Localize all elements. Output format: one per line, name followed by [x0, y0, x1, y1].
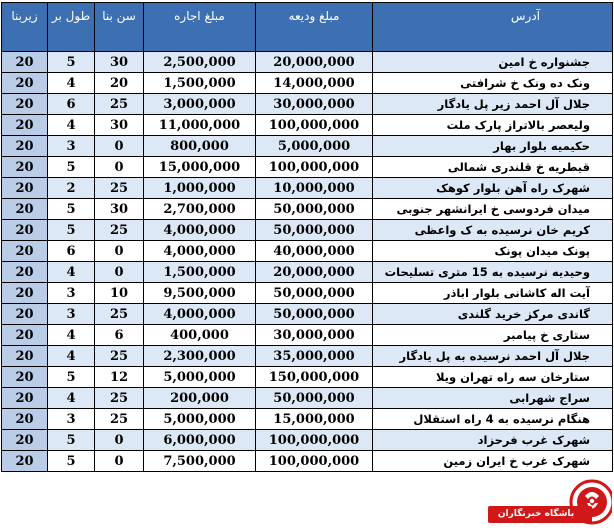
cell-ejare: 1,500,000	[144, 262, 256, 283]
cell-tool-bar: 5	[48, 430, 95, 451]
table-row	[2, 451, 613, 472]
cell-vadie: 50,000,000	[256, 220, 373, 241]
cell-vadie: 100,000,000	[256, 157, 373, 178]
cell-zirbana: 20	[2, 283, 48, 304]
header-vadie: مبلغ ودیعه	[256, 3, 373, 52]
cell-sen-bana: 30	[95, 199, 144, 220]
cell-tool-bar: 4	[48, 388, 95, 409]
cell-vadie: 10,000,000	[256, 178, 373, 199]
table-row	[2, 199, 613, 220]
cell-vadie: 20,000,000	[256, 262, 373, 283]
header-ejare: مبلغ اجاره	[144, 3, 256, 52]
cell-address: ستارخان سه راه تهران ویلا	[373, 367, 613, 388]
cell-ejare: 15,000,000	[144, 157, 256, 178]
cell-vadie: 30,000,000	[256, 325, 373, 346]
cell-vadie: 15,000,000	[256, 409, 373, 430]
cell-address: جشنواره خ امین	[373, 52, 613, 73]
cell-address: آیت اله کاشانی بلوار اباذر	[373, 283, 613, 304]
cell-ejare: 2,500,000	[144, 52, 256, 73]
table-row	[2, 94, 613, 115]
cell-vadie: 50,000,000	[256, 388, 373, 409]
cell-address: کریم خان نرسیده به ک واعظی	[373, 220, 613, 241]
table-row	[2, 73, 613, 94]
cell-tool-bar: 5	[48, 367, 95, 388]
cell-tool-bar: 3	[48, 409, 95, 430]
cell-address: جلال آل احمد زیر پل یادگار	[373, 94, 613, 115]
cell-sen-bana: 25	[95, 220, 144, 241]
cell-ejare: 4,000,000	[144, 304, 256, 325]
table-row	[2, 430, 613, 451]
news-agency-logo	[488, 470, 612, 528]
cell-sen-bana: 0	[95, 262, 144, 283]
cell-vadie: 50,000,000	[256, 199, 373, 220]
cell-zirbana: 20	[2, 241, 48, 262]
cell-sen-bana: 30	[95, 115, 144, 136]
cell-sen-bana: 25	[95, 304, 144, 325]
cell-ejare: 400,000	[144, 325, 256, 346]
cell-zirbana: 20	[2, 367, 48, 388]
cell-tool-bar: 3	[48, 136, 95, 157]
cell-ejare: 5,000,000	[144, 367, 256, 388]
cell-zirbana: 20	[2, 73, 48, 94]
table-row	[2, 220, 613, 241]
cell-vadie: 150,000,000	[256, 367, 373, 388]
cell-zirbana: 20	[2, 451, 48, 472]
cell-ejare: 2,700,000	[144, 199, 256, 220]
cell-zirbana: 20	[2, 136, 48, 157]
cell-tool-bar: 4	[48, 73, 95, 94]
cell-tool-bar: 4	[48, 262, 95, 283]
cell-address: شهرک غرب خ ایران زمین	[373, 451, 613, 472]
header-tool-bar: طول بر	[48, 3, 95, 52]
cell-address: سراج شهرابی	[373, 388, 613, 409]
cell-tool-bar: 6	[48, 241, 95, 262]
cell-address: شهرک غرب فرحزاد	[373, 430, 613, 451]
table-header-row	[2, 3, 613, 52]
cell-tool-bar: 6	[48, 94, 95, 115]
cell-zirbana: 20	[2, 304, 48, 325]
cell-sen-bana: 0	[95, 451, 144, 472]
cell-tool-bar: 5	[48, 220, 95, 241]
cell-zirbana: 20	[2, 325, 48, 346]
cell-sen-bana: 0	[95, 157, 144, 178]
cell-address: حکیمیه بلوار بهار	[373, 136, 613, 157]
table-row	[2, 409, 613, 430]
rent-price-table	[1, 2, 613, 472]
cell-zirbana: 20	[2, 220, 48, 241]
cell-ejare: 6,000,000	[144, 430, 256, 451]
cell-address: شهرک راه آهن بلوار کوهک	[373, 178, 613, 199]
cell-zirbana: 20	[2, 115, 48, 136]
cell-ejare: 200,000	[144, 388, 256, 409]
cell-sen-bana: 0	[95, 136, 144, 157]
cell-tool-bar: 5	[48, 52, 95, 73]
table-row	[2, 52, 613, 73]
cell-tool-bar: 4	[48, 346, 95, 367]
cell-tool-bar: 5	[48, 199, 95, 220]
table-row	[2, 388, 613, 409]
cell-tool-bar: 5	[48, 451, 95, 472]
cell-ejare: 4,000,000	[144, 241, 256, 262]
cell-vadie: 20,000,000	[256, 52, 373, 73]
cell-sen-bana: 0	[95, 241, 144, 262]
cell-ejare: 9,500,000	[144, 283, 256, 304]
cell-address: پونک میدان پونک	[373, 241, 613, 262]
table-row	[2, 367, 613, 388]
cell-zirbana: 20	[2, 346, 48, 367]
cell-address: گاندی مرکز خرید گلندی	[373, 304, 613, 325]
cell-zirbana: 20	[2, 388, 48, 409]
cell-zirbana: 20	[2, 430, 48, 451]
cell-vadie: 100,000,000	[256, 451, 373, 472]
cell-vadie: 40,000,000	[256, 241, 373, 262]
cell-vadie: 100,000,000	[256, 430, 373, 451]
cell-zirbana: 20	[2, 409, 48, 430]
header-sen-bana: سن بنا	[95, 3, 144, 52]
cell-vadie: 5,000,000	[256, 136, 373, 157]
cell-tool-bar: 3	[48, 304, 95, 325]
cell-vadie: 50,000,000	[256, 283, 373, 304]
cell-vadie: 35,000,000	[256, 346, 373, 367]
logo-text: باشگاه خبرنگاران	[497, 509, 575, 519]
header-address: آدرس	[373, 3, 613, 52]
cell-ejare: 7,500,000	[144, 451, 256, 472]
cell-vadie: 100,000,000	[256, 115, 373, 136]
header-zirbana: زیربنا	[2, 3, 48, 52]
cell-sen-bana: 25	[95, 94, 144, 115]
cell-ejare: 1,500,000	[144, 73, 256, 94]
table-row	[2, 115, 613, 136]
cell-tool-bar: 3	[48, 283, 95, 304]
cell-address: میدان فردوسی خ ایرانشهر جنوبی	[373, 199, 613, 220]
cell-address: وحیدیه نرسیده به 15 متری تسلیحات	[373, 262, 613, 283]
cell-sen-bana: 6	[95, 325, 144, 346]
cell-address: ونک ده ونک خ شرافتی	[373, 73, 613, 94]
cell-sen-bana: 0	[95, 430, 144, 451]
cell-vadie: 50,000,000	[256, 304, 373, 325]
cell-sen-bana: 30	[95, 52, 144, 73]
cell-zirbana: 20	[2, 157, 48, 178]
cell-tool-bar: 4	[48, 115, 95, 136]
cell-zirbana: 20	[2, 262, 48, 283]
table-row	[2, 325, 613, 346]
cell-sen-bana: 12	[95, 367, 144, 388]
cell-address: جلال آل احمد نرسیده به پل یادگار	[373, 346, 613, 367]
table-row	[2, 157, 613, 178]
cell-ejare: 800,000	[144, 136, 256, 157]
cell-ejare: 4,000,000	[144, 220, 256, 241]
cell-address: ولیعصر بالاتراز پارک ملت	[373, 115, 613, 136]
cell-sen-bana: 25	[95, 409, 144, 430]
cell-sen-bana: 10	[95, 283, 144, 304]
cell-ejare: 1,000,000	[144, 178, 256, 199]
cell-vadie: 14,000,000	[256, 73, 373, 94]
cell-tool-bar: 4	[48, 325, 95, 346]
cell-zirbana: 20	[2, 199, 48, 220]
cell-ejare: 11,000,000	[144, 115, 256, 136]
cell-sen-bana: 25	[95, 346, 144, 367]
cell-zirbana: 20	[2, 94, 48, 115]
cell-address: ستاری خ پیامبر	[373, 325, 613, 346]
cell-tool-bar: 5	[48, 157, 95, 178]
table-row	[2, 283, 613, 304]
cell-sen-bana: 25	[95, 178, 144, 199]
table-row	[2, 178, 613, 199]
table-row	[2, 262, 613, 283]
cell-sen-bana: 20	[95, 73, 144, 94]
table-row	[2, 346, 613, 367]
table-row	[2, 136, 613, 157]
table-row	[2, 304, 613, 325]
cell-ejare: 3,000,000	[144, 94, 256, 115]
cell-address: هنگام نرسیده به 4 راه استقلال	[373, 409, 613, 430]
cell-ejare: 5,000,000	[144, 409, 256, 430]
cell-vadie: 30,000,000	[256, 94, 373, 115]
cell-sen-bana: 25	[95, 388, 144, 409]
table-row	[2, 241, 613, 262]
cell-tool-bar: 2	[48, 178, 95, 199]
cell-ejare: 2,300,000	[144, 346, 256, 367]
cell-zirbana: 20	[2, 52, 48, 73]
cell-zirbana: 20	[2, 178, 48, 199]
cell-address: قیطریه خ قلندری شمالی	[373, 157, 613, 178]
